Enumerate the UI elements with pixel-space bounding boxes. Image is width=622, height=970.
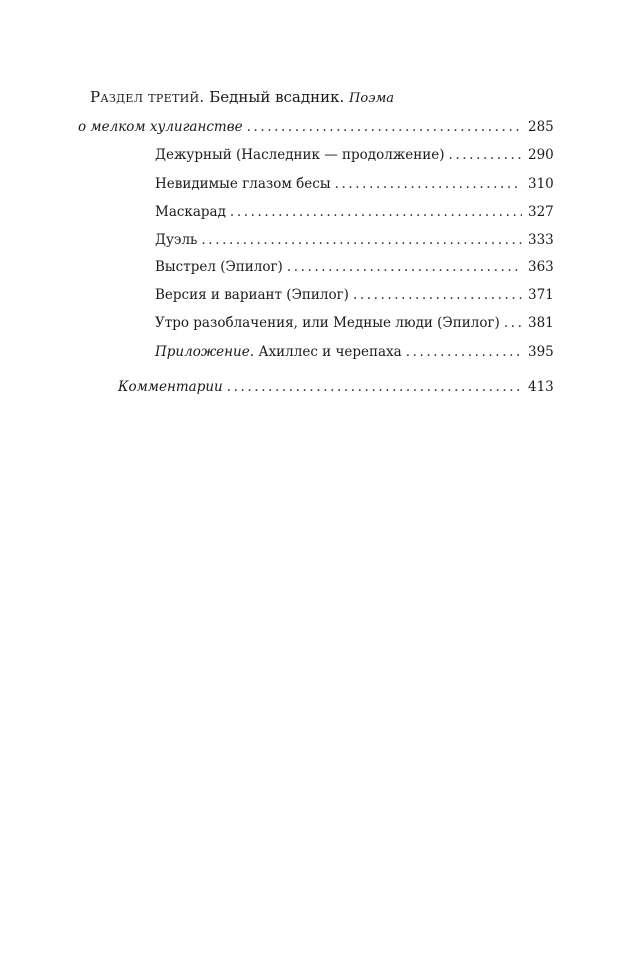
toc-page-number: 371	[528, 287, 554, 303]
toc-entry-prefix: Приложение.	[155, 344, 255, 360]
toc-entry-duel[interactable]	[155, 231, 552, 249]
toc-entry-utro-razoblacheniya[interactable]	[155, 314, 552, 332]
toc-entry-title: Выстрел (Эпилог)	[155, 259, 283, 275]
toc-leader-dots	[287, 258, 522, 276]
toc-entry-title: Маскарад	[155, 204, 226, 220]
toc-leader-dots	[449, 146, 523, 164]
toc-leader-dots	[247, 118, 522, 136]
toc-entry-nevidimye-besy[interactable]	[155, 175, 552, 193]
toc-entry-bedny-vsadnik[interactable]	[78, 118, 552, 136]
toc-entry-maskarad[interactable]	[155, 203, 552, 221]
toc-entry-vystrel[interactable]	[155, 258, 552, 276]
toc-page-number: 327	[528, 204, 554, 220]
toc-page-number: 290	[528, 147, 554, 163]
toc-page-number: 363	[528, 259, 554, 275]
toc-leader-dots	[227, 378, 522, 396]
toc-entry-title: Комментарии	[118, 379, 223, 395]
toc-leader-dots	[353, 286, 522, 304]
toc-entry-title-wrap	[155, 343, 402, 361]
toc-entry-versiya-variant[interactable]	[155, 286, 552, 304]
section-label: Раздел третий.	[90, 88, 205, 106]
toc-entry-title: Утро разоблачения, или Медные люди (Эпилог)	[155, 315, 500, 331]
toc-leader-dots	[335, 175, 522, 193]
toc-entry-title: о мелком хулиганстве	[78, 119, 243, 135]
toc-page-number: 333	[528, 232, 554, 248]
toc-page-number: 310	[528, 176, 554, 192]
toc-page-number: 395	[528, 344, 554, 360]
toc-entry-dezhurny[interactable]	[155, 146, 552, 164]
toc-entry-title: Невидимые глазом бесы	[155, 176, 331, 192]
toc-leader-dots	[406, 343, 522, 361]
toc-page-number: 285	[528, 119, 554, 135]
toc-entry-title: Дуэль	[155, 232, 198, 248]
section-heading	[90, 88, 394, 106]
toc-page-number: 413	[528, 379, 554, 395]
toc-entry-title: Версия и вариант (Эпилог)	[155, 287, 349, 303]
toc-entry-prilozhenie[interactable]	[155, 343, 552, 361]
toc-leader-dots	[504, 314, 522, 332]
toc-entry-kommentarii[interactable]	[118, 378, 552, 396]
toc-entry-title: Дежурный (Наследник — продолжение)	[155, 147, 445, 163]
section-title: Бедный всадник.	[209, 88, 345, 106]
toc-entry-title: Ахиллес и черепаха	[258, 344, 402, 360]
section-subtitle: Поэма	[349, 91, 395, 106]
toc-page-number: 381	[528, 315, 554, 331]
toc-leader-dots	[201, 231, 522, 249]
toc-leader-dots	[230, 203, 522, 221]
